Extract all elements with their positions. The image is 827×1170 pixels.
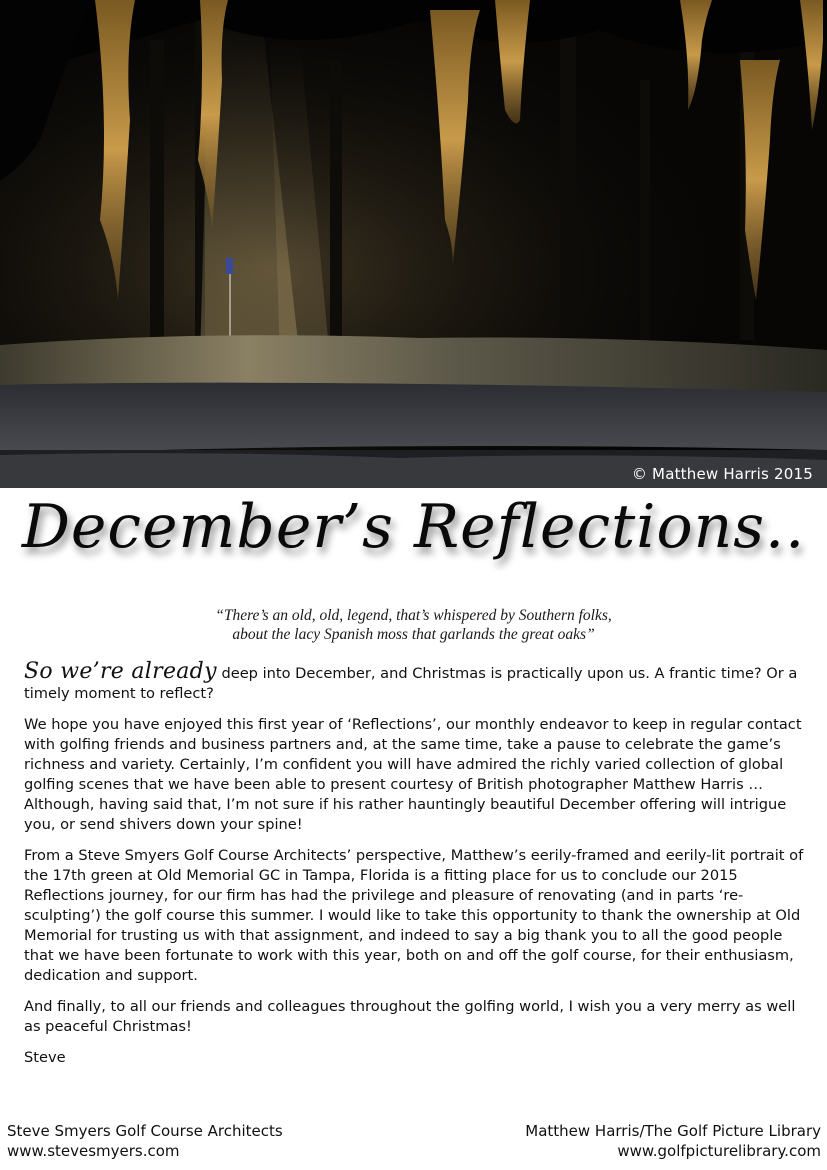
lead-phrase: So we’re already (24, 659, 217, 684)
firm-website-link[interactable]: www.stevesmyers.com (7, 1142, 180, 1160)
paragraph-4: And finally, to all our friends and colleagues throughout the golfing world, I wish you a very merry as well as peaceful Christmas! (24, 998, 796, 1035)
photographer-name: Matthew Harris/The Golf Picture Library (525, 1122, 821, 1140)
photo-credit: © Matthew Harris 2015 (631, 465, 813, 483)
footer-right (525, 1121, 821, 1161)
paragraph-1-text: deep into December, and Christmas is practically upon us. A frantic time? Or a timely moment to reflect? (24, 665, 798, 702)
letter-body (24, 659, 806, 1079)
epigraph-quote (0, 606, 827, 644)
footer-left (7, 1121, 283, 1161)
photographer-website-link[interactable]: www.golfpicturelibrary.com (617, 1142, 821, 1160)
page-title: December’s Reflections.. (21, 492, 806, 562)
quote-line-1: “There’s an old, old, legend, that’s whispered by Southern folks, (215, 607, 612, 624)
quote-line-2: about the lacy Spanish moss that garlands the great oaks” (232, 626, 595, 643)
hero-photo (0, 0, 827, 488)
paragraph-1 (24, 659, 806, 704)
signature: Steve (24, 1049, 66, 1066)
paragraph-3: From a Steve Smyers Golf Course Architects’ perspective, Matthew’s eerily-framed and eerily-lit portrait of the 17th green at Old Memorial GC in Tampa, Florida is a fitting place for us to conclude our 2015 Reflections journey, for our firm has had the privilege and pleasure of renovating (and in parts ‘re-sculpting’) the golf course this summer. I would like to take this opportunity to thank the ownership at Old Memorial for trusting us with that assignment, and indeed to say a big thank you to all the good people that we have been fortunate to work with this year, both on and off the golf course, for their enthusiasm, dedication and support. (24, 847, 804, 984)
photo-illustration (0, 0, 827, 488)
firm-name: Steve Smyers Golf Course Architects (7, 1122, 283, 1140)
paragraph-2: We hope you have enjoyed this first year of ‘Reflections’, our monthly endeavor to keep in regular contact with golfing friends and business partners and, at the same time, take a pause to celebrate the game’s richness and variety. Certainly, I’m confident you will have admired the richly varied collection of global golfing scenes that we have been able to present courtesy of British photographer Matthew Harris … Although, having said that, I’m not sure if his rather hauntingly beautiful December offering will intrigue you, or send shivers down your spine! (24, 716, 802, 833)
